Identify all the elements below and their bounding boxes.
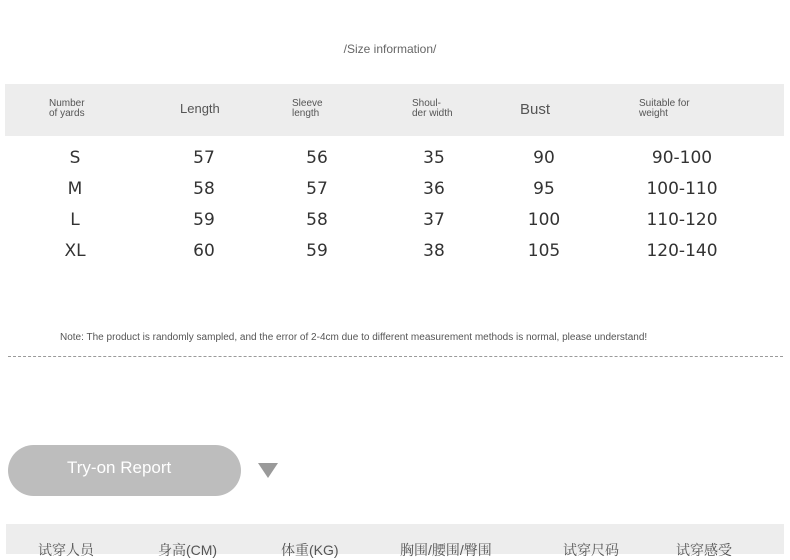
header-yards: Number of yards [49,98,85,119]
header-length: Length [180,101,220,116]
size-table [5,84,784,268]
table-row [5,175,784,206]
cell-shoulder: 35 [423,148,445,168]
cell-bust: 100 [527,210,561,230]
measurement-note: Note: The product is randomly sampled, and the error of 2-4cm due to different measurement methods is normal, please understand! [60,332,648,343]
report-header-cell: 试穿感受 [676,542,732,558]
dashed-divider [8,356,783,357]
cell-shoulder: 36 [423,179,445,199]
table-row [5,206,784,237]
report-header-cell: 身高(CM) [158,542,218,558]
cell-length: 59 [193,210,215,230]
table-body [5,144,784,268]
cell-shoulder: 38 [423,241,445,261]
table-header [5,84,784,136]
cell-weight: 110-120 [646,210,718,230]
cell-length: 57 [193,148,215,168]
cell-weight: 120-140 [646,241,718,261]
cell-size: M [67,179,83,199]
report-header-cell: 体重(KG) [281,542,339,558]
cell-weight: 100-110 [646,179,718,199]
cell-weight: 90-100 [651,148,713,168]
cell-size: S [69,148,81,168]
header-bust: Bust [520,101,551,118]
try-on-report-button[interactable]: Try-on Report [8,445,241,496]
cell-size: L [70,210,80,230]
report-header-cell: 试穿人员 [38,542,94,558]
triangle-down-icon [258,463,278,478]
header-shoulder: Shoul- der width [412,98,453,119]
table-row [5,237,784,268]
header-weight: Suitable for weight [639,98,690,119]
cell-shoulder: 37 [423,210,445,230]
try-on-report-header [6,524,784,558]
cell-sleeve: 58 [306,210,328,230]
cell-bust: 105 [527,241,561,261]
header-sleeve: Sleeve length [292,98,323,119]
cell-size: XL [64,241,86,261]
report-header-cell: 胸围/腰围/臀围 [400,542,492,558]
cell-length: 58 [193,179,215,199]
cell-length: 60 [193,241,215,261]
cell-bust: 90 [533,148,555,168]
cell-bust: 95 [533,179,555,199]
cell-sleeve: 56 [306,148,328,168]
cell-sleeve: 59 [306,241,328,261]
page-title: /Size information/ [343,42,437,56]
report-header-cell: 试穿尺码 [563,542,619,558]
cell-sleeve: 57 [306,179,328,199]
table-row [5,144,784,175]
